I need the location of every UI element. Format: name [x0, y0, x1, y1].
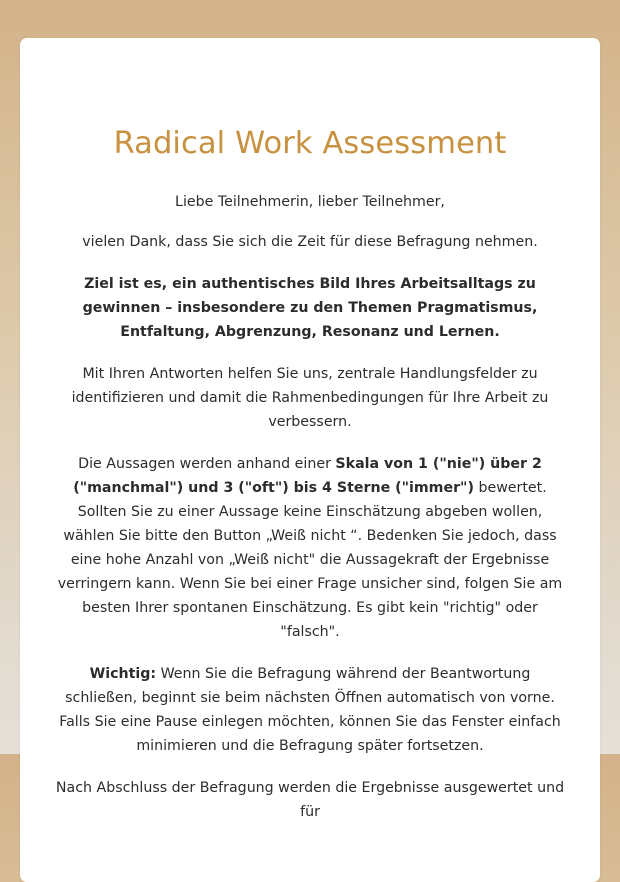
important-paragraph — [52, 662, 568, 758]
goal-paragraph: Ziel ist es, ein authentisches Bild Ihres Arbeitsalltags zu gewinnen – insbesondere zu den Themen Pragmatismus, Entfaltung, Abgrenzung, Resonanz und Lernen. — [82, 275, 538, 340]
scale-emphasis-text: Skala von 1 ("nie") über 2 ("manchmal") und 3 ("oft") bis 4 Sterne ("immer") — [73, 455, 542, 496]
important-label: Wichtig: — [89, 665, 157, 682]
page-title: Radical Work Assessment — [113, 126, 507, 161]
greeting-paragraph: Liebe Teilnehmerin, lieber Teilnehmer, — [175, 193, 445, 210]
answers-paragraph: Mit Ihren Antworten helfen Sie uns, zentrale Handlungsfelder zu identifizieren und damit die Rahmenbedingungen für Ihre Arbeit zu verbessern. — [71, 365, 549, 430]
intro-card — [20, 38, 600, 882]
scale-rest-text: bewertet. Sollten Sie zu einer Aussage keine Einschätzung abgeben wollen, wählen Sie bitte den Button „Weiß nicht “. Bedenken Sie jedoch, dass eine hohe Anzahl von „Weiß nicht" die Aussagekraft der Ergebnisse verringern kann. Wenn Sie bei einer Frage unsicher sind, folgen Sie am besten Ihrer spontanen Einschätzung. Es gibt kein "richtig" oder "falsch". — [57, 479, 563, 640]
important-text: Wenn Sie die Befragung während der Beantwortung schließen, beginnt sie beim nächsten Öffnen automatisch von vorne. Falls Sie eine Pause einlegen möchten, können Sie das Fenster einfach minimieren und die Befragung später fortsetzen. — [59, 665, 561, 754]
scale-lead-text: Die Aussagen werden anhand einer — [78, 455, 336, 472]
results-paragraph: Nach Abschluss der Befragung werden die Ergebnisse ausgewertet und für — [55, 779, 565, 820]
scale-paragraph — [52, 452, 568, 644]
thanks-paragraph: vielen Dank, dass Sie sich die Zeit für diese Befragung nehmen. — [82, 233, 538, 250]
